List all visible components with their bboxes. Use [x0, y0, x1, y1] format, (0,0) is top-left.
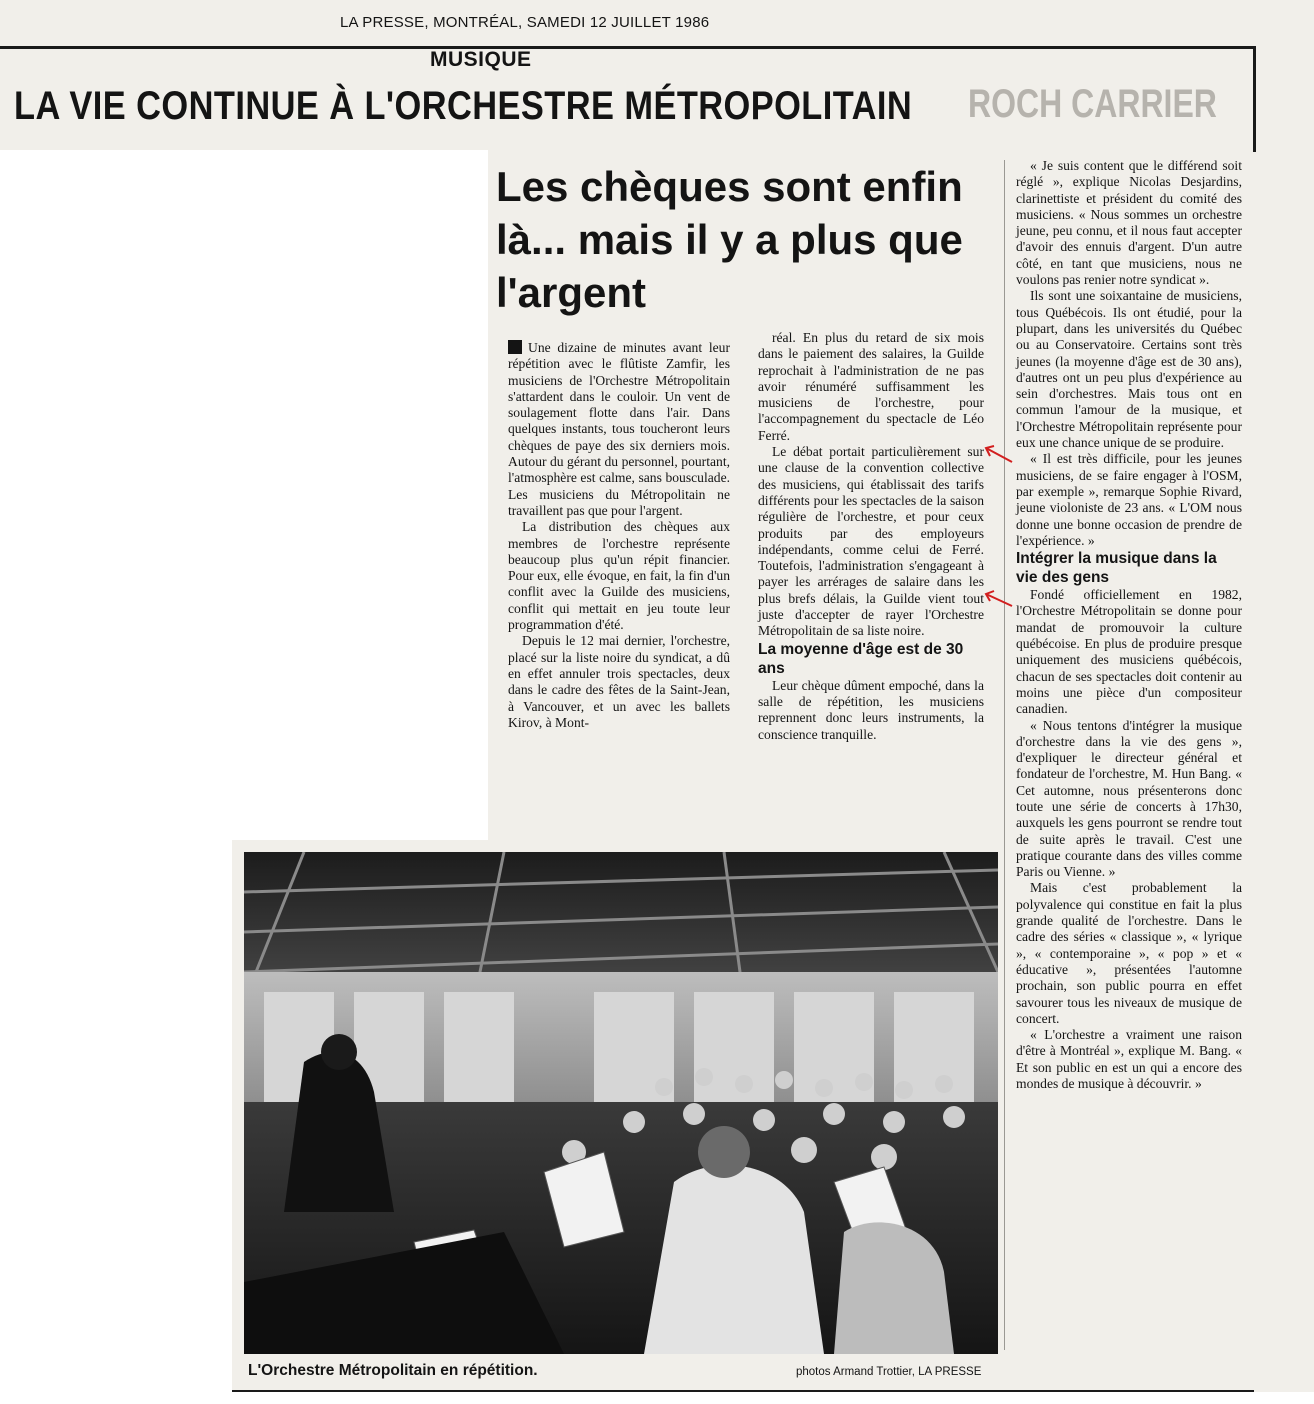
- paragraph-text: Depuis le 12 mai dernier, l'orchestre, placé sur la liste noire du syndicat, a dû en effet annuler trois spectacles, deux dans le cadre des fêtes de la Saint-Jean, à Vancouver, et un avec les ballets Kirov, à Mont-: [508, 633, 730, 730]
- paragraph-text: Ils sont une soixantaine de musiciens, tous Québécois. Ils ont étudié, pour la plupart, dans les universités du Québec ou au Conservatoire. Certains sont très jeunes (la moyenne d'âge est de 30 ans), d'autres ont un peu plus d'expérience au sein d'orchestres. Mais tous ont en commun l'amour de la musique, et l'Orchestre Métropolitain représente pour eux une chance unique de se produire.: [1016, 288, 1242, 451]
- paragraph: [1016, 288, 1242, 451]
- article-column-1: [508, 340, 730, 731]
- article-column-3: [1016, 158, 1242, 1092]
- intertitle: Intégrer la musique dans la vie des gens: [1016, 550, 1217, 587]
- article-subheadline: Les chèques sont enfin là... mais il y a plus que l'argent: [496, 163, 963, 316]
- paragraph: [1016, 880, 1242, 1027]
- paragraph: [508, 340, 730, 519]
- paragraph-text: réal. En plus du retard de six mois dans le paiement des salaires, la Guilde reprochait à l'administration de ne pas avoir rénuméré suffisamment les musiciens de l'orchestre, pour l'accompagnement du spectacle de Léo Ferré.: [758, 330, 984, 443]
- paragraph-text: Leur chèque dûment empoché, dans la salle de répétition, les musiciens reprennent donc leurs instruments, la conscience tranquille.: [758, 677, 984, 742]
- adjacent-article-ghost: [968, 82, 1254, 144]
- paragraph-text: Le débat portait particulièrement sur une clause de la convention collective des musiciens, qui établissait des tarifs différents pour les spectacles de la saison régulière de l'orchestre, et pour ceux produits par des employeurs indépendants, comme celui de Ferré. Toutefois, l'administration s'engageant à payer les arrérages de salaire dans les plus brefs délais, la Guilde vient tout juste d'accepter de rayer l'Orchestre Métropolitain de sa liste noire.: [758, 444, 984, 639]
- paragraph: [508, 519, 730, 633]
- paragraph-text: « Nous tentons d'intégrer la musique d'orchestre dans la vie des gens », d'expliquer le directeur général et fondateur de l'orchestre, M. Hun Bang. « Cet automne, nous présenterons donc toute une série de concerts à 17h30, auxquels les gens pourront se rendre tout de suite après le travail. C'est une pratique courante dans des villes comme Paris ou Vienne. »: [1016, 717, 1242, 880]
- paragraph-text: Fondé officiellement en 1982, l'Orchestre Métropolitain se donne pour mandat de promouvoir la culture québécoise. En plus de produire presque uniquement des musiciens québécois, chacun de ses spectacles doit contenir au moins une pièce d'un compositeur canadien.: [1016, 587, 1242, 717]
- paragraph-text: « Il est très difficile, pour les jeunes musiciens, de se faire engager à l'OSM, par exemple », remarque Sophie Rivard, jeune violoniste de 23 ans. « L'OM nous donne une bonne occasion de prendre de l'expérience. »: [1016, 451, 1242, 548]
- paragraph-text: « Je suis content que le différend soit réglé », explique Nicolas Desjardins, clarinettiste et président du comité des musiciens. « Nous sommes un orchestre jeune, peu connu, et il nous faut accepter d'avoir des ennuis d'argent. D'un autre côté, en tant que musiciens, nous ne voulons pas renier notre syndicat ».: [1016, 158, 1242, 288]
- photo-caption: L'Orchestre Métropolitain en répétition.: [248, 1362, 538, 1379]
- lead-bullet-icon: [508, 340, 522, 354]
- bottom-rule: [232, 1390, 1254, 1392]
- adjacent-headline: ROCH CARRIER: [968, 82, 1217, 126]
- paragraph: [1016, 451, 1242, 549]
- orchestra-photo: [244, 852, 998, 1354]
- photo-credit: photos Armand Trottier, LA PRESSE: [796, 1366, 982, 1378]
- top-rule: [0, 46, 1256, 49]
- paragraph-text: Mais c'est probablement la polyvalence qui constitue en fait la plus grande qualité de l'orchestre. Dans le cadre des séries « classique », « lyrique », « contemporaine », « pop » et « éducative », présentées l'automne prochain, son public pourra en effet savourer tous les niveaux de musique de concert.: [1016, 880, 1242, 1026]
- paragraph: [1016, 587, 1242, 717]
- newspaper-folio: LA PRESSE, MONTRÉAL, SAMEDI 12 JUILLET 1986: [340, 14, 710, 31]
- paragraph: [1016, 718, 1242, 881]
- paragraph-text: Une dizaine de minutes avant leur répétition avec le flûtiste Zamfir, les musiciens de l'Orchestre Métropolitain s'attardent dans le couloir. Un vent de soulagement flotte dans l'air. Dans quelques instants, tous toucheront leurs chèques de paye des six derniers mois. Autour du gérant du personnel, pourtant, l'atmosphère est calme, sans bousculade. Les musiciens du Métropolitain ne travaillent pas que pour l'argent.: [508, 340, 730, 518]
- intertitle: La moyenne d'âge est de 30 ans: [758, 640, 964, 677]
- paragraph-text: « L'orchestre a vraiment une raison d'être à Montréal », explique M. Bang. « Et son public en est un qui a encore des mondes de musique à découvrir. »: [1016, 1027, 1242, 1092]
- paragraph: [1016, 158, 1242, 288]
- article-column-2: [758, 330, 984, 743]
- paragraph-text: La distribution des chèques aux membres de l'orchestre représente beaucoup plus qu'un répit financier. Pour eux, elle évoque, en fait, la fin d'un conflit avec la Guilde des musiciens, conflit qui mettait en jeu toute leur programmation d'été.: [508, 519, 730, 633]
- paragraph: [1016, 1027, 1242, 1092]
- paragraph: [758, 444, 984, 640]
- main-headline: LA VIE CONTINUE À L'ORCHESTRE MÉTROPOLITAIN: [14, 84, 913, 128]
- section-rubric: MUSIQUE: [430, 48, 532, 71]
- paragraph: [758, 330, 984, 444]
- orchestra-rehearsal-image: [244, 852, 998, 1354]
- column-rule: [1004, 160, 1005, 1350]
- paragraph: [508, 633, 730, 731]
- paragraph: [758, 678, 984, 743]
